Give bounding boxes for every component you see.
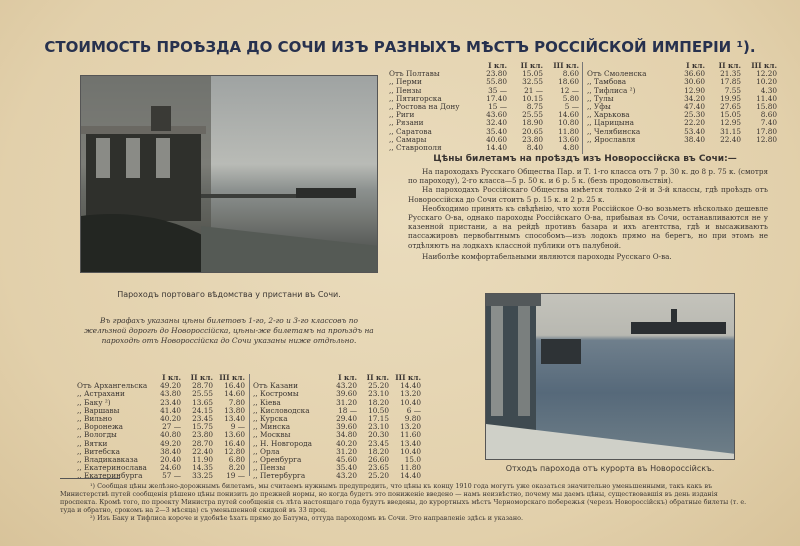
city-cell: ,, Ростова на Дону — [389, 103, 460, 112]
fare-cell: 13.20 — [400, 390, 421, 399]
fare-cell: 40.20 — [336, 439, 357, 448]
footnotes — [60, 482, 750, 522]
fare-cell: 28.70 — [192, 439, 213, 448]
col-header: III кл. — [395, 374, 421, 382]
col-header: III кл. — [219, 374, 245, 382]
fare-cell: 8.60 — [760, 111, 777, 120]
table-row — [586, 87, 778, 95]
table-row — [586, 95, 778, 103]
fare-cell: 23.45 — [192, 415, 213, 424]
railway-note: Въ графахъ указаны цѣны билетовъ 1-го, 2-го и 3-го классовъ по желѣзной дорогѣ до Новороссійска, цѣны-же билетамъ на проѣздъ на пароходѣ отъ Новороссійска до Сочи указаны ниже отдѣльно. — [84, 316, 374, 345]
table-row — [252, 472, 422, 480]
fare-cell: 35.40 — [336, 464, 357, 473]
fare-cell: 22.20 — [684, 119, 705, 128]
page-title: СТОИМОСТЬ ПРОѢЗДА ДО СОЧИ ИЗЪ РАЗНЫХЪ МѢСТЪ РОССІЙСКОЙ ИМПЕРІИ ¹). — [44, 38, 756, 56]
fare-cell: 8.75 — [526, 103, 543, 112]
fare-cell: 8.40 — [526, 144, 543, 153]
city-cell: ,, Витебска — [77, 447, 120, 456]
city-cell: ,, Екатеринослава — [77, 464, 147, 473]
city-cell: ,, Тамбова — [587, 78, 627, 87]
table-row — [586, 78, 778, 86]
fare-cell: 17.80 — [756, 127, 777, 136]
fare-cell: 23.10 — [368, 390, 389, 399]
city-cell: ,, Вологды — [77, 431, 117, 440]
fare-cell: 15 — — [488, 103, 507, 112]
paragraph: Наиболѣе комфортабельными являются пароходы Русскаго О-ва. — [422, 251, 672, 261]
city-cell: ,, Орла — [253, 447, 280, 456]
table-row — [388, 78, 580, 86]
fare-cell: 14.60 — [558, 111, 579, 120]
fare-cell: 11.90 — [192, 456, 213, 465]
fare-cell: 23.80 — [522, 135, 543, 144]
fare-cell: 25.30 — [684, 111, 705, 120]
city-cell: Отъ Смоленска — [587, 70, 647, 79]
fare-cell: 11.80 — [400, 464, 421, 473]
table-row — [76, 456, 246, 464]
table-row — [586, 70, 778, 78]
table-row — [388, 128, 580, 136]
city-cell: ,, Курска — [253, 415, 288, 424]
city-cell: ,, Кисловодска — [253, 406, 310, 415]
fare-cell: 43.80 — [160, 390, 181, 399]
fare-cell: 4.30 — [760, 86, 777, 95]
col-header: II кл. — [190, 374, 213, 382]
fare-cell: 40.80 — [160, 431, 181, 440]
fare-cell: 40.20 — [160, 415, 181, 424]
table-row — [388, 95, 580, 103]
fare-cell: 11.80 — [558, 127, 579, 136]
fare-cell: 7.55 — [724, 86, 741, 95]
col-header: I кл. — [338, 374, 357, 382]
city-cell: ,, Костромы — [253, 390, 299, 399]
fare-cell: 49.20 — [160, 382, 181, 391]
table-row — [388, 103, 580, 111]
fare-cell: 53.40 — [684, 127, 705, 136]
fare-cell: 10.40 — [400, 398, 421, 407]
fare-cell: 30.60 — [684, 78, 705, 87]
table-row — [252, 407, 422, 415]
footnote-1: ¹) Сообщая цѣны желѣзно-дорожнымъ билетамъ, мы считаемъ нужнымъ предупредить, что цѣны къ концу 1910 года могутъ уже оказаться значительно уменьшенными, такъ какъ въ Министерствѣ путей сообщенія рѣшено цѣны понизить до прежней нормы, но когда будетъ это пониженіе введено — намъ неизвѣстно, почему мы даемъ цѣны, существовавшія въ день изданія проспекта. Кромѣ того, по проекту Министра путей сообщенія съ лѣта настоящаго года будутъ введены, до курортныхъ мѣстъ Черноморскаго побережья (черезъ Новороссійскъ) обратные билеты (т. е. туда и обратно, срокомъ на 2—3 мѣсяца) съ уменьшенной скидкой въ 33 проц. — [60, 482, 747, 514]
city-cell: ,, Н. Новгорода — [253, 439, 312, 448]
fare-cell: 27 — — [162, 423, 181, 432]
city-cell: ,, Ярославля — [587, 135, 636, 144]
fare-cell: 57 — — [162, 472, 181, 481]
table-row — [586, 136, 778, 144]
fare-cell: 13.20 — [400, 423, 421, 432]
fare-cell: 14.40 — [400, 472, 421, 481]
city-cell: ,, Екатеринбурга — [77, 472, 143, 481]
rows — [586, 70, 778, 144]
fare-cell: 20.30 — [368, 431, 389, 440]
fare-cell: 7.80 — [228, 398, 245, 407]
fare-cell: 15.05 — [720, 111, 741, 120]
fare-table-bottom-right — [252, 374, 422, 481]
paragraph: На пароходахъ Россійскаго Общества имѣется только 2-й и 3-й классы, гдѣ проѣздъ отъ Новороссійска до Сочи стоитъ 5 р. 15 к. и 2 р. 25 к. — [408, 185, 768, 204]
fare-cell: 19.95 — [720, 94, 741, 103]
col-header: I кл. — [488, 62, 507, 70]
table-row — [76, 382, 246, 390]
table-row — [76, 407, 246, 415]
fare-cell: 20.65 — [522, 127, 543, 136]
table-row — [76, 440, 246, 448]
fare-cell: 23.45 — [368, 439, 389, 448]
table-row — [76, 431, 246, 439]
fare-cell: 13.80 — [224, 406, 245, 415]
table-row — [76, 472, 246, 480]
fare-cell: 14.40 — [486, 144, 507, 153]
fare-cell: 12.80 — [756, 135, 777, 144]
fare-cell: 43.20 — [336, 382, 357, 391]
footnote-2: ²) Изъ Баку и Тифлиса короче и удобнѣе ѣхать прямо до Батума, оттуда пароходомъ въ Сочи. Это направленіе здѣсь и указано. — [90, 514, 524, 522]
city-cell: ,, Вильно — [77, 415, 113, 424]
table-row — [388, 119, 580, 127]
fare-cell: 35 — — [488, 86, 507, 95]
fare-cell: 21 — — [524, 86, 543, 95]
fare-cell: 43.60 — [486, 111, 507, 120]
city-cell: ,, Минска — [253, 423, 291, 432]
city-cell: ,, Пятигорска — [389, 94, 442, 103]
fare-cell: 15.05 — [522, 70, 543, 79]
fare-cell: 23.80 — [192, 431, 213, 440]
table-row — [252, 423, 422, 431]
fare-cell: 18.60 — [558, 78, 579, 87]
fare-cell: 24.15 — [192, 406, 213, 415]
photo2-caption: Отходъ парохода отъ курорта въ Новороссійскъ. — [505, 464, 715, 473]
fare-cell: 15.75 — [192, 423, 213, 432]
rows — [76, 382, 246, 480]
city-cell: ,, Уфы — [587, 103, 611, 112]
fare-cell: 35.40 — [486, 127, 507, 136]
fare-cell: 18.20 — [368, 398, 389, 407]
city-cell: ,, Челябинска — [587, 127, 641, 136]
table-row — [388, 111, 580, 119]
fare-cell: 8.20 — [228, 464, 245, 473]
fare-cell: 34.20 — [684, 94, 705, 103]
fare-cell: 10.20 — [756, 78, 777, 87]
fare-cell: 10.80 — [558, 119, 579, 128]
fare-table-top-left — [388, 62, 580, 152]
city-cell: ,, Варшавы — [77, 406, 120, 415]
fare-cell: 55.80 — [486, 78, 507, 87]
fare-table-bottom-left — [76, 374, 246, 481]
city-cell: ,, Пензы — [253, 464, 286, 473]
city-cell: Отъ Полтавы — [389, 70, 440, 79]
fare-cell: 32.40 — [486, 119, 507, 128]
city-cell: ,, Москвы — [253, 431, 291, 440]
col-header: III кл. — [751, 62, 777, 70]
fare-cell: 13.65 — [192, 398, 213, 407]
table-row — [388, 136, 580, 144]
table-row — [252, 390, 422, 398]
fare-cell: 4.80 — [562, 144, 579, 153]
city-cell: ,, Риги — [389, 111, 415, 120]
fare-cell: 23.10 — [368, 423, 389, 432]
table-row — [76, 423, 246, 431]
steamer-text — [408, 167, 768, 261]
fare-cell: 38.40 — [160, 447, 181, 456]
table-row — [586, 111, 778, 119]
city-cell: ,, Тифлиса ²) — [587, 86, 636, 95]
fare-cell: 16.40 — [224, 439, 245, 448]
table-row — [388, 70, 580, 78]
fare-cell: 9.80 — [404, 415, 421, 424]
photo-sochi-pier — [80, 75, 378, 273]
city-cell: ,, Владикавказа — [77, 456, 138, 465]
table-row — [252, 415, 422, 423]
fare-cell: 21.35 — [720, 70, 741, 79]
fare-cell: 18.90 — [522, 119, 543, 128]
fare-cell: 28.70 — [192, 382, 213, 391]
city-cell: ,, Царицына — [587, 119, 634, 128]
city-cell: ,, Тулы — [587, 94, 614, 103]
fare-cell: 31.20 — [336, 398, 357, 407]
table-row — [252, 382, 422, 390]
city-cell: ,, Кіева — [253, 398, 281, 407]
rows — [252, 382, 422, 480]
fare-cell: 34.80 — [336, 431, 357, 440]
fare-cell: 16.40 — [224, 382, 245, 391]
fare-cell: 29.40 — [336, 415, 357, 424]
fare-cell: 7.40 — [760, 119, 777, 128]
city-cell: ,, Харькова — [587, 111, 630, 120]
col-header: II кл. — [718, 62, 741, 70]
fare-cell: 14.35 — [192, 464, 213, 473]
fare-cell: 10.15 — [522, 94, 543, 103]
fare-cell: 14.60 — [224, 390, 245, 399]
city-cell: ,, Петербурга — [253, 472, 306, 481]
col-header: II кл. — [520, 62, 543, 70]
fare-cell: 22.40 — [720, 135, 741, 144]
fare-cell: 41.40 — [160, 406, 181, 415]
table-row — [586, 119, 778, 127]
fare-cell: 8.60 — [562, 70, 579, 79]
fare-cell: 39.60 — [336, 390, 357, 399]
city-cell: ,, Баку ²) — [77, 398, 111, 407]
fare-cell: 12.95 — [720, 119, 741, 128]
table-row — [252, 431, 422, 439]
city-cell: ,, Ставрополя — [389, 144, 442, 153]
column-divider — [582, 62, 583, 154]
table-row — [388, 87, 580, 95]
fare-cell: 26.60 — [368, 456, 389, 465]
table-row — [252, 399, 422, 407]
table-row — [76, 464, 246, 472]
fare-cell: 18 — — [338, 406, 357, 415]
fare-cell: 19 — — [226, 472, 245, 481]
fare-cell: 33.25 — [192, 472, 213, 481]
city-cell: ,, Оренбурга — [253, 456, 302, 465]
fare-cell: 25.20 — [368, 382, 389, 391]
fare-table-top-right — [586, 62, 778, 144]
fare-cell: 18.20 — [368, 447, 389, 456]
fare-cell: 13.40 — [400, 439, 421, 448]
table-row — [76, 390, 246, 398]
table-row — [388, 144, 580, 152]
fare-cell: 5 — — [564, 103, 579, 112]
table-row — [586, 103, 778, 111]
col-header: I кл. — [686, 62, 705, 70]
fare-cell: 6 — — [406, 406, 421, 415]
fare-cell: 6.80 — [228, 456, 245, 465]
table-row — [252, 448, 422, 456]
table-row — [586, 128, 778, 136]
fare-cell: 25.55 — [522, 111, 543, 120]
city-cell: ,, Перми — [389, 78, 422, 87]
city-cell: ,, Саратова — [389, 127, 432, 136]
fare-cell: 20.40 — [160, 456, 181, 465]
fare-cell: 11.40 — [756, 94, 777, 103]
fare-cell: 23.80 — [486, 70, 507, 79]
paragraph: На пароходахъ Русскаго Общества Пар. и Т. 1-го класса отъ 7 р. 30 к. до 8 р. 75 к. (смотря по пароходу), 2-го класса—5 р. 50 к. и 6 р. 5 к. (безъ продовольствія). — [408, 167, 768, 186]
rows — [388, 70, 580, 152]
fare-cell: 13.60 — [558, 135, 579, 144]
fare-cell: 40.60 — [486, 135, 507, 144]
col-header: I кл. — [162, 374, 181, 382]
table-row — [252, 456, 422, 464]
table-row — [252, 440, 422, 448]
city-cell: ,, Самары — [389, 135, 427, 144]
fare-cell: 15.0 — [404, 456, 421, 465]
fare-cell: 17.85 — [720, 78, 741, 87]
fare-cell: 17.15 — [368, 415, 389, 424]
fare-cell: 23.40 — [160, 398, 181, 407]
table-row — [252, 464, 422, 472]
fare-cell: 38.40 — [684, 135, 705, 144]
city-cell: ,, Рязани — [389, 119, 424, 128]
fare-cell: 27.65 — [720, 103, 741, 112]
fare-cell: 13.60 — [224, 431, 245, 440]
fare-cell: 23.65 — [368, 464, 389, 473]
fare-cell: 10.40 — [400, 447, 421, 456]
fare-cell: 12 — — [560, 86, 579, 95]
paragraph: Необходимо принять къ свѣдѣнію, что хотя Россійское О-во возьметъ нѣсколько дешевле Русскаго О-ва, однако пароходы Россійскаго О-ва, прибывая въ Сочи, останавливаются не у казенной пристани, а на рейдѣ противъ базара и ихъ агентства, гдѣ и высаживаютъ пассажировъ первобытнымъ способомъ—изъ лодокъ прямо на берегъ, но при этомъ не отдѣляютъ на лодкахъ классной публики отъ палубной. — [408, 203, 768, 250]
fare-cell: 25.20 — [368, 472, 389, 481]
fare-cell: 49.20 — [160, 439, 181, 448]
col-header: II кл. — [366, 374, 389, 382]
fare-cell: 22.40 — [192, 447, 213, 456]
fare-cell: 43.20 — [336, 472, 357, 481]
fare-cell: 31.20 — [336, 447, 357, 456]
fare-cell: 24.60 — [160, 464, 181, 473]
fare-cell: 47.40 — [684, 103, 705, 112]
table-row — [76, 399, 246, 407]
steamer-heading: Цѣны билетамъ на проѣздъ изъ Новороссійска въ Сочи:— — [433, 154, 737, 164]
fare-cell: 39.60 — [336, 423, 357, 432]
city-cell: Отъ Казани — [253, 382, 299, 391]
city-cell: ,, Астрахани — [77, 390, 125, 399]
fare-cell: 15.80 — [756, 103, 777, 112]
footnote-rule — [60, 478, 120, 479]
fare-cell: 32.55 — [522, 78, 543, 87]
fare-cell: 5.80 — [562, 94, 579, 103]
fare-cell: 25.55 — [192, 390, 213, 399]
city-cell: Отъ Архангельска — [77, 382, 148, 391]
city-cell: ,, Воронежа — [77, 423, 124, 432]
fare-cell: 10.50 — [368, 406, 389, 415]
city-cell: ,, Вятки — [77, 439, 108, 448]
fare-cell: 13.40 — [224, 415, 245, 424]
table-row — [76, 448, 246, 456]
fare-cell: 9 — — [230, 423, 245, 432]
fare-cell: 12.80 — [224, 447, 245, 456]
fare-cell: 12.90 — [684, 86, 705, 95]
fare-cell: 45.60 — [336, 456, 357, 465]
photo-steamer-departure — [485, 293, 735, 460]
col-header: III кл. — [553, 62, 579, 70]
fare-cell: 14.40 — [400, 382, 421, 391]
column-divider — [249, 374, 250, 476]
fare-cell: 17.40 — [486, 94, 507, 103]
fare-cell: 12.20 — [756, 70, 777, 79]
city-cell: ,, Пензы — [389, 86, 422, 95]
fare-cell: 11.60 — [400, 431, 421, 440]
fare-cell: 31.15 — [720, 127, 741, 136]
fare-cell: 36.60 — [684, 70, 705, 79]
photo1-caption: Пароходъ портоваго вѣдомства у пристани въ Сочи. — [117, 290, 341, 299]
table-row — [76, 415, 246, 423]
